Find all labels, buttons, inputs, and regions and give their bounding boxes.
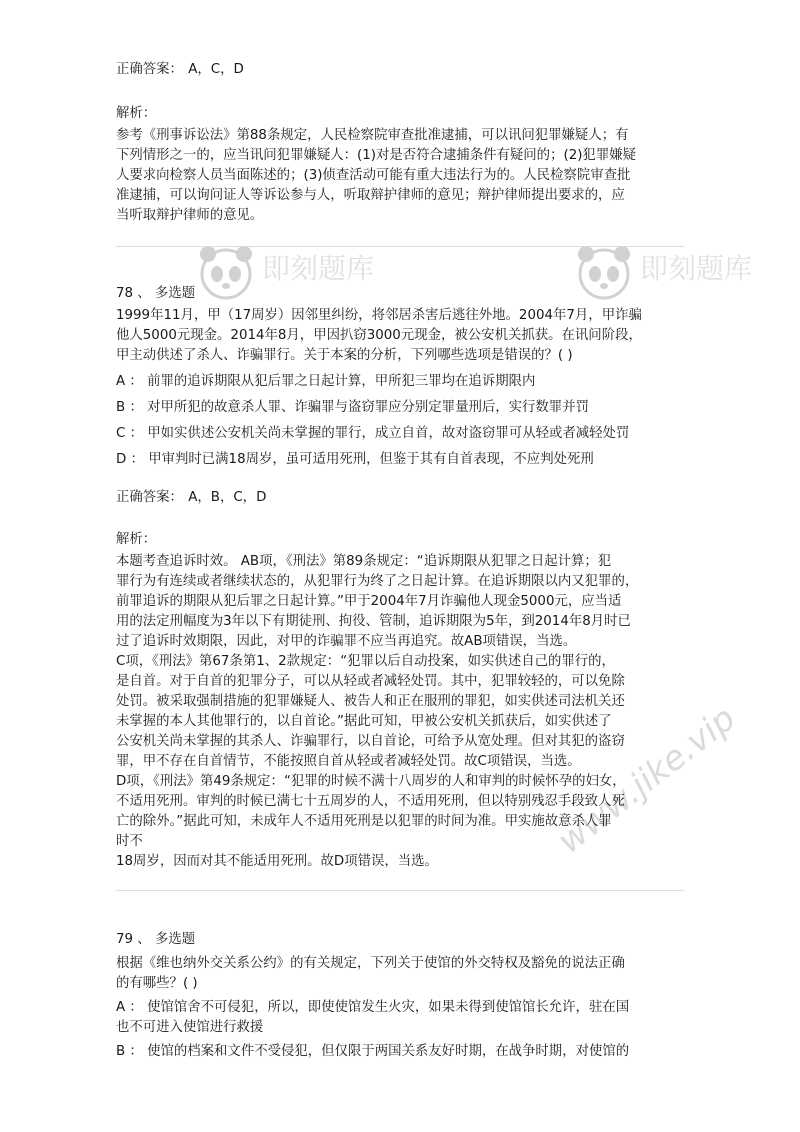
stem-line: 1999年11月，甲（17周岁）因邻里纠纷，将邻居杀害后逃往外地。2004年7月，甲诈骗 [116, 308, 642, 323]
analysis-line: 处罚。被采取强制措施的犯罪嫌疑人、被告人和正在服刑的罪犯，如实供述司法机关还 [116, 694, 625, 709]
analysis-line: 公安机关尚未掌握的其杀人、诈骗罪行，以自首论，可给予从宽处理。但对其犯的盗窃 [116, 734, 625, 749]
stem-line: 甲主动供述了杀人、诈骗罪行。关于本案的分析，下列哪些选项是错误的？( ) [116, 348, 573, 363]
analysis-line: 用的法定刑幅度为3年以下有期徒刑、拘役、管制，追诉期限为5年，到2014年8月时已 [116, 614, 631, 629]
analysis-line: 18周岁，因而对其不能适用死刑。故D项错误，当选。 [116, 854, 438, 869]
q78-option-c: C ： 甲如实供述公安机关尚未掌握的罪行，成立自首，故对盗窃罪可从轻或者减轻处罚 [116, 426, 630, 441]
analysis-line: 是自首。对于自首的犯罪分子，可以从轻或者减轻处罚。其中，犯罪较轻的，可以免除 [116, 674, 625, 689]
watermark-text: 即刻题库 [262, 252, 375, 285]
analysis-line: 准逮捕，可以询问证人等诉讼参与人，听取辩护律师的意见；辩护律师提出要求的，应 [116, 188, 625, 203]
q78-option-a: A ： 前罪的追诉期限从犯后罪之日起计算，甲所犯三罪均在追诉期限内 [116, 374, 536, 389]
analysis-line: 过了追诉时效期限，因此，对甲的诈骗罪不应当再追究。故AB项错误，当选。 [116, 634, 577, 649]
analysis-line: 参考《刑事诉讼法》第88条规定，人民检察院审查批准逮捕，可以讯问犯罪嫌疑人；有 [116, 128, 629, 143]
analysis-line: C项，《刑法》第67条第1、2款规定：“犯罪以后自动投案，如实供述自己的罪行的， [116, 654, 615, 669]
option-line: 也不可进入使馆进行救援 [116, 1020, 264, 1035]
analysis-line: 下列情形之一的，应当讯问犯罪嫌疑人：(1)对是否符合逮捕条件有疑问的；(2)犯罪嫌疑 [116, 148, 636, 163]
watermark-text: 即刻题库 [640, 252, 753, 285]
stem-line: 根据《维也纳外交关系公约》的有关规定，下列关于使馆的外交特权及豁免的说法正确 [116, 956, 625, 971]
q79-option-b [116, 1042, 684, 1062]
analysis-line: 前罪追诉的期限从犯后罪之日起计算。”甲于2004年7月诈骗他人现金5000元，应当适 [116, 594, 622, 609]
analysis-line: 本题考查追诉时效。 AB项，《刑法》第89条规定：“追诉期限从犯罪之日起计算；犯 [116, 554, 612, 569]
q77-analysis-label: 解析： [116, 106, 157, 121]
analysis-line: D项，《刑法》第49条规定：“犯罪的时候不满十八周岁的人和审判的时候怀孕的妇女， [116, 774, 626, 789]
question-divider [116, 890, 684, 891]
q78-correct-answer: 正确答案： A，B，C，D [116, 490, 267, 505]
q78-stem [116, 306, 684, 366]
q79-stem [116, 954, 684, 994]
stem-line: 的有哪些？( ) [116, 976, 198, 991]
watermark-url: www.jike.vip [550, 698, 744, 862]
q79-option-a [116, 998, 684, 1038]
analysis-line: 罪行为有连续或者继续状态的，从犯罪行为终了之日起计算。在追诉期限以内又犯罪的， [116, 574, 639, 589]
q79-header: 79 、 多选题 [116, 932, 196, 947]
q78-option-d: D ： 甲审判时已满18周岁，虽可适用死刑，但鉴于其有自首表现，不应判处死刑 [116, 452, 594, 467]
q78-analysis [116, 552, 684, 872]
analysis-line: 不适用死刑。审判的时候已满七十五周岁的人，不适用死刑，但以特别残忍手段致人死 [116, 794, 625, 809]
q78-option-b: B ： 对甲所犯的故意杀人罪、诈骗罪与盗窃罪应分别定罪量刑后，实行数罪并罚 [116, 400, 589, 415]
q78-analysis-label: 解析： [116, 532, 157, 547]
analysis-line: 当听取辩护律师的意见。 [116, 208, 264, 223]
q78-header: 78 、 多选题 [116, 286, 196, 301]
analysis-line: 罪，甲不存在自首情节，不能按照自首从轻或者减轻处罚。故C项错误，当选。 [116, 754, 581, 769]
q77-analysis [116, 126, 684, 226]
stem-line: 他人5000元现金。2014年8月，甲因扒窃3000元现金，被公安机关抓获。在讯问阶段， [116, 328, 642, 343]
analysis-line: 时不 [116, 834, 143, 849]
question-divider [116, 246, 684, 247]
option-line: B ： 使馆的档案和文件不受侵犯，但仅限于两国关系友好时期，在战争时期，对使馆的 [116, 1044, 630, 1059]
analysis-line: 未掌握的本人其他罪行的，以自首论。”据此可知，甲被公安机关抓获后，如实供述了 [116, 714, 612, 729]
q77-correct-answer: 正确答案： A，C，D [116, 62, 244, 77]
option-line: A ： 使馆馆舍不可侵犯，所以，即使使馆发生火灾，如果未得到使馆馆长允许，驻在国 [116, 1000, 630, 1015]
analysis-line: 亡的除外。”据此可知，未成年人不适用死刑是以犯罪的时间为准。甲实施故意杀人罪 [116, 814, 612, 829]
analysis-line: 人要求向检察人员当面陈述的；(3)侦查活动可能有重大违法行为的。人民检察院审查批 [116, 168, 631, 183]
